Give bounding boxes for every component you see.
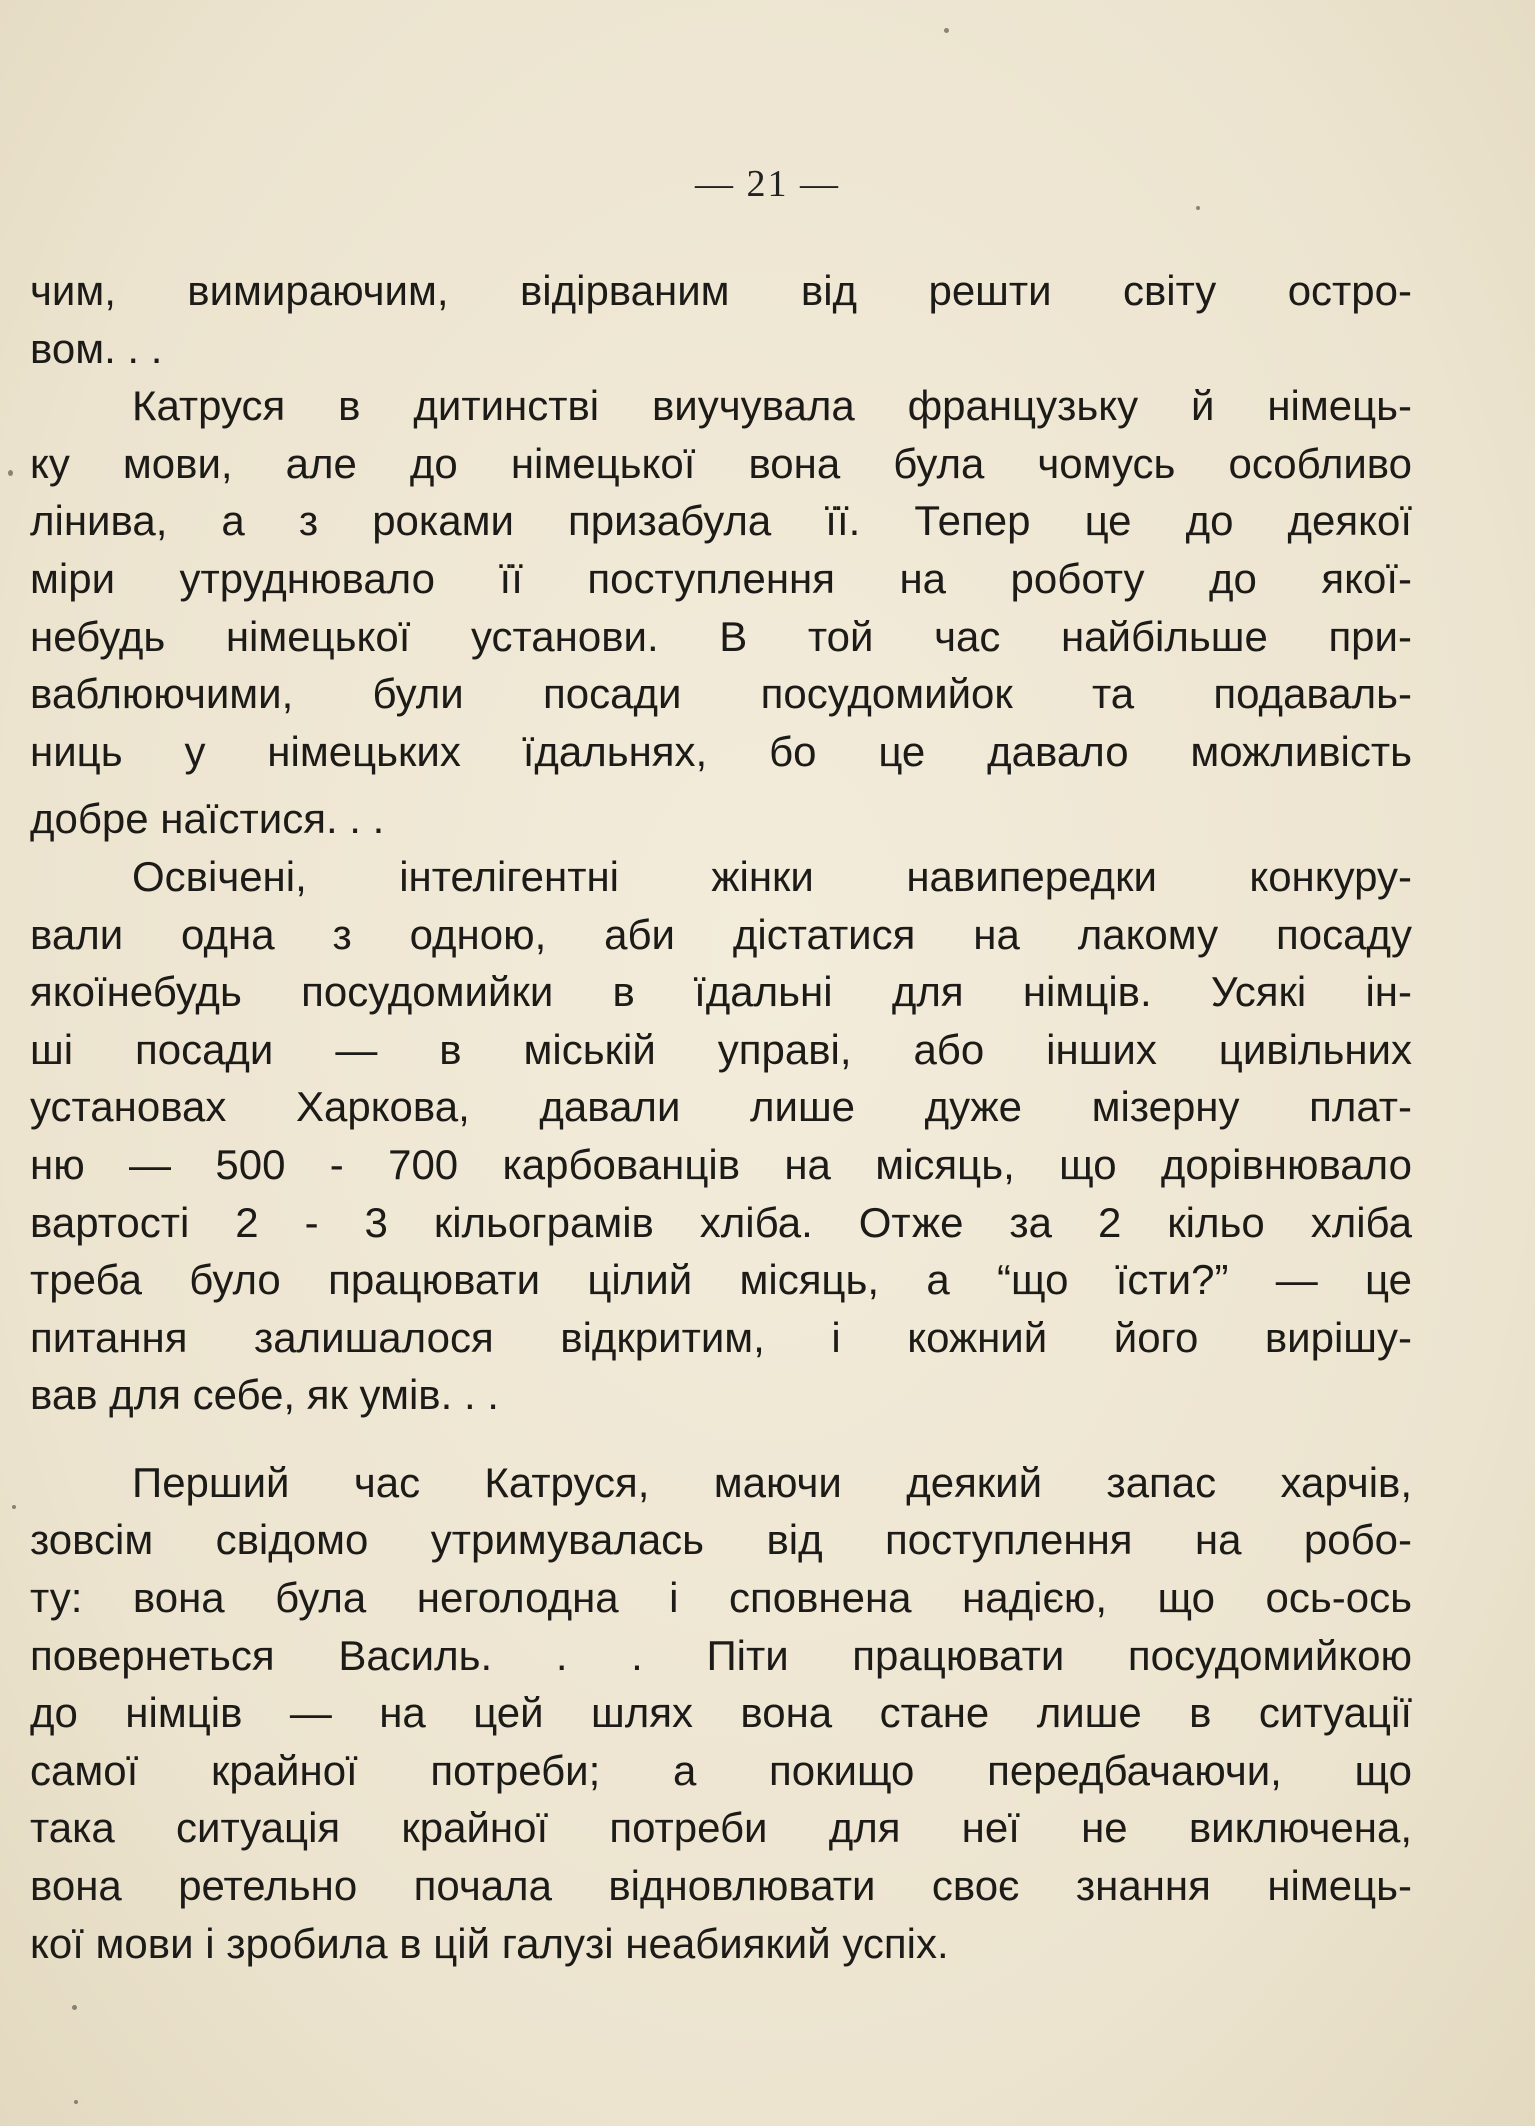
text-line: чим, вимираючим, відірваним від решти світу остро- — [30, 267, 1412, 314]
paper-speck — [72, 2005, 77, 2010]
page-number: — 21 — — [695, 163, 840, 205]
text-line: добре наїстися. . . — [30, 795, 385, 843]
text-line: якоїнебудь посудомийки в їдальні для німців. Усякі ін- — [30, 968, 1412, 1016]
paper-speck — [8, 470, 13, 476]
text-line: до німців — на цей шлях вона стане лише в ситуації — [30, 1689, 1412, 1737]
text-line: така ситуація крайної потреби для неї не виключена, — [30, 1804, 1412, 1852]
text-line: небудь німецької установи. В той час найбільше при- — [30, 612, 1412, 660]
text-line: Перший час Катруся, маючи деякий запас харчів, — [132, 1458, 1412, 1506]
body-text — [30, 262, 1412, 1972]
text-line: вом. . . — [30, 324, 163, 372]
text-line: ту: вона була неголодна і сповнена надією, що ось-ось — [30, 1574, 1412, 1622]
text-line: вартості 2 - 3 кільограмів хліба. Отже за 2 кільо хліба — [30, 1198, 1412, 1246]
text-line: зовсім свідомо утримувалась від поступлення на робо- — [30, 1516, 1412, 1564]
text-line: Освічені, інтелігентні жінки навипередки конкуру- — [132, 852, 1412, 900]
paper-speck — [944, 28, 949, 33]
paper-speck — [1196, 206, 1200, 210]
text-line: ниць у німецьких їдальнях, бо це давало можливість — [30, 727, 1412, 775]
paper-speck — [74, 2100, 78, 2104]
text-line: повернеться Василь. . . Піти працювати посудомийкою — [30, 1631, 1412, 1679]
text-line: ваблюючими, були посади посудомийок та подаваль- — [30, 670, 1412, 718]
text-line: кої мови і зробила в цій галузі неабиякий успіх. — [30, 1919, 949, 1967]
text-line: лінива, а з роками призабула її. Тепер це до деякої — [30, 497, 1412, 545]
text-line: ню — 500 - 700 карбованців на місяць, що дорівнювало — [30, 1140, 1412, 1188]
text-line: самої крайної потреби; а покищо передбачаючи, що — [30, 1746, 1412, 1794]
text-line: Катруся в дитинстві виучувала французьку й німець- — [132, 382, 1412, 430]
text-line: ші посади — в міській управі, або інших цивільних — [30, 1025, 1412, 1073]
text-line: вали одна з одною, аби дістатися на лакому посаду — [30, 910, 1412, 958]
text-line: установах Харкова, давали лише дуже мізерну плат- — [30, 1083, 1412, 1131]
text-line: вав для себе, як умів. . . — [30, 1371, 499, 1419]
text-line: вона ретельно почала відновлювати своє знання німець- — [30, 1862, 1412, 1910]
text-line: ку мови, але до німецької вона була чомусь особливо — [30, 439, 1412, 487]
text-line: міри утруднювало її поступлення на роботу до якої- — [30, 554, 1412, 602]
text-line: треба було працювати цілий місяць, а “що їсти?” — це — [30, 1256, 1412, 1304]
paper-speck — [12, 1505, 16, 1509]
text-line: питання залишалося відкритим, і кожний його вирішу- — [30, 1313, 1412, 1361]
